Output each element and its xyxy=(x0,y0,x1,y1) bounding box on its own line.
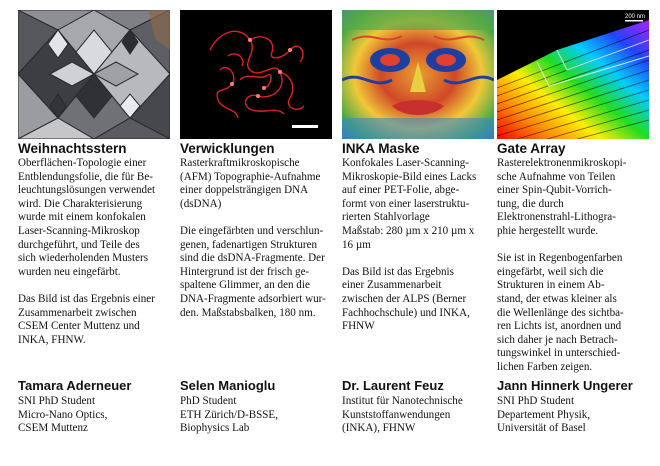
description-paragraph: Das Bild ist das Ergebnis einer Zusammenarbeit zwischen der ALPS (Berner Fachhochschule) und INKA, FHNW xyxy=(342,265,470,333)
rainbow-gate-array-image xyxy=(497,10,649,139)
description-paragraph: Oberflächen-Topologie einer Entblendungsfolie, die für Be- leuchtungslösungen verwendet wird. Die Charakterisierung wurde mit einem konfokalen Laser-Scanning-Mikroskop durchgeführt, und Teile des sich wiederholenden Musters wurden neu eingefärbt. xyxy=(18,157,156,278)
description-paragraph: Konfokales Laser-Scanning- Mikroskopie-Bild eines Lacks auf einer PET-Folie, abge- formt von einer laserstruktu- rierten Stahlvorlage Maßstab: 280 µm x 210 µm x 16 µm xyxy=(342,157,477,251)
scale-label: 200 nm xyxy=(625,14,646,20)
author-name: Tamara Aderneuer xyxy=(18,378,132,393)
star-pattern-image xyxy=(18,10,170,139)
author-block xyxy=(180,378,342,436)
author-affiliation: PhD Student ETH Zürich/D-BSSE, Biophysics Lab xyxy=(180,395,278,435)
panel-title: Gate Array xyxy=(497,141,566,156)
panel-title: Weihnachtsstern xyxy=(18,141,127,156)
author-name: Selen Manioglu xyxy=(180,378,276,393)
scale-bar xyxy=(625,20,643,22)
panel-description xyxy=(497,157,659,388)
scale-bar xyxy=(292,125,318,128)
panel-description xyxy=(180,157,342,334)
dna-strand-image xyxy=(180,10,332,139)
description-paragraph: Das Bild ist das Ergebnis einer Zusammenarbeit zwischen CSEM Center Muttenz und INKA, FHNW. xyxy=(18,292,155,346)
description-paragraph: Sie ist in Regenbogenfarben eingefärbt, weil sich die Strukturen in einem Ab- stand, der etwas kleiner als die Wellenlänge des sichtba- ren Lichts ist, anordnen und sich daher je nach Betrach- tungswinkel in unterschied- lichen Farben zeigen. xyxy=(497,252,624,373)
author-block xyxy=(342,378,504,436)
author-name: Jann Hinnerk Ungerer xyxy=(497,378,633,393)
author-affiliation: SNI PhD Student Micro-Nano Optics, CSEM Muttenz xyxy=(18,395,108,435)
author-name: Dr. Laurent Feuz xyxy=(342,378,444,393)
panel-description xyxy=(18,157,180,361)
author-block xyxy=(497,378,659,436)
description-paragraph: Rasterkraftmikroskopische (AFM) Topographie-Aufnahme einer doppelsträngigen DNA (dsDNA) xyxy=(180,157,321,210)
description-paragraph: Die eingefärbten und verschlun- genen, fadenartigen Strukturen sind die dsDNA-Fragmente. Der Hintergrund ist der frisch ge- spaltene Glimmer, an den die DNA-Fragmente adsorbiert wur- den. Maßstabsbalken, 180 nm. xyxy=(180,224,326,319)
colorful-mask-image xyxy=(342,10,494,139)
panel-description xyxy=(342,157,504,347)
author-affiliation: SNI PhD Student Departement Physik, Universität of Basel xyxy=(497,395,591,435)
author-affiliation: Institut für Nanotechnische Kunststoffanwendungen (INKA), FHNW xyxy=(342,395,463,435)
panel-title: Verwicklungen xyxy=(180,141,275,156)
panel-title: INKA Maske xyxy=(342,141,420,156)
author-block xyxy=(18,378,180,436)
description-paragraph: Rasterelektronenmikroskopi- sche Aufnahme von Teilen einer Spin-Qubit-Vorrich- tung, die durch Elektronenstrahl-Lithogra- phie hergestellt wurde. xyxy=(497,157,627,237)
